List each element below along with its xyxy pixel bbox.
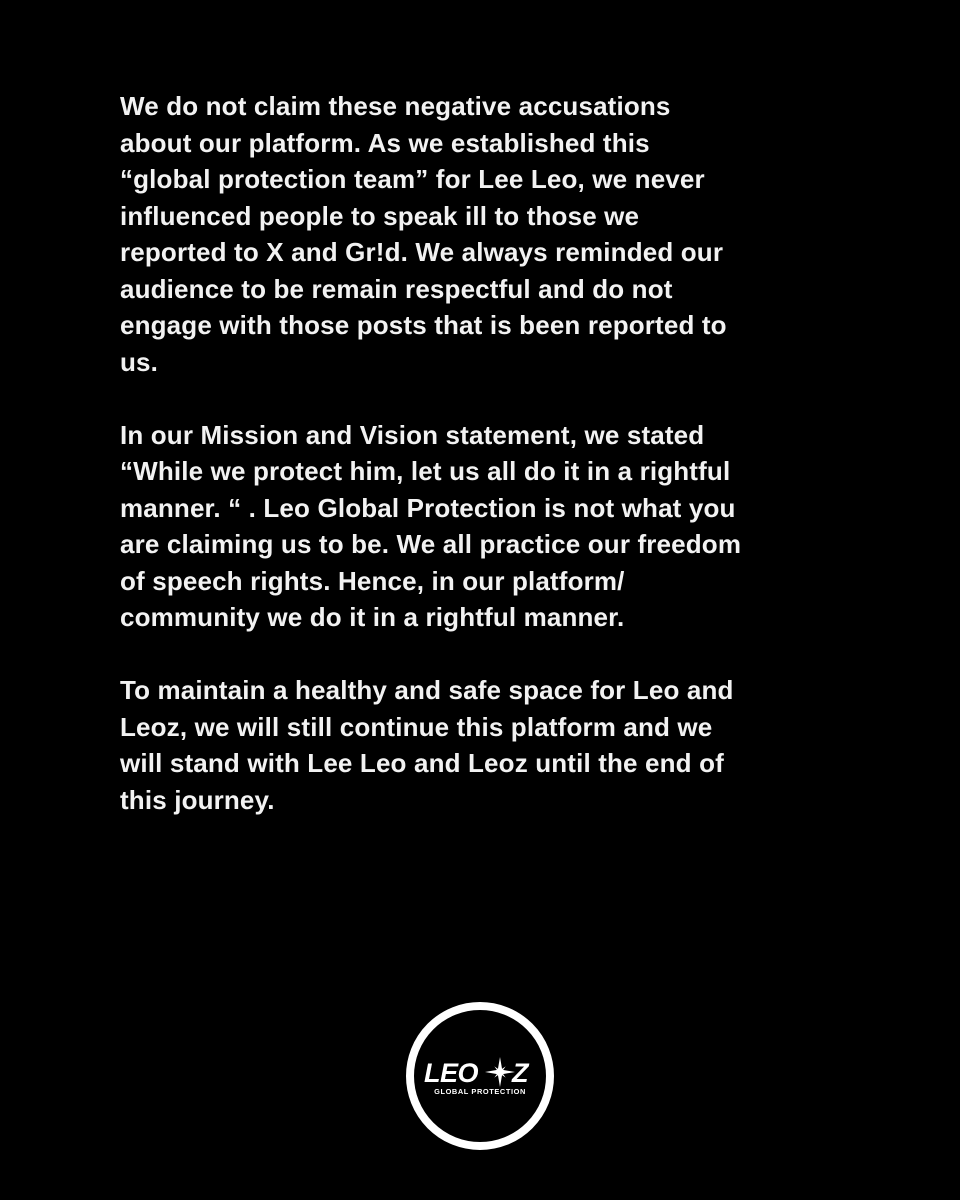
statement-line: “While we protect him, let us all do it in a rightful: [120, 456, 731, 486]
statement-line: this journey.: [120, 784, 275, 815]
statement-line: audience to be remain respectful and do not: [120, 273, 673, 304]
statement-line: of speech rights. Hence, in our platform/: [120, 565, 625, 596]
statement-line: about our platform. As we established this: [120, 127, 650, 158]
statement-paragraph-1: [120, 88, 840, 380]
statement-line: us.: [120, 346, 159, 377]
statement-line: manner. “ . Leo Global Protection is not what you: [120, 492, 736, 523]
statement-line: influenced people to speak ill to those we: [120, 200, 640, 231]
statement-line: are claiming us to be. We all practice our freedom: [120, 529, 742, 559]
logo-tagline: GLOBAL PROTECTION: [434, 1087, 526, 1096]
statement-line: community we do it in a rightful manner.: [120, 602, 625, 632]
statement-body: [120, 88, 840, 855]
logo-wordmark-left: LEO: [424, 1058, 479, 1088]
statement-line: To maintain a healthy and safe space for Leo and: [120, 675, 734, 705]
leoz-global-protection-logo: [405, 1001, 555, 1151]
statement-line: In our Mission and Vision statement, we stated: [120, 419, 705, 450]
statement-line: We do not claim these negative accusations: [120, 91, 671, 121]
statement-line: engage with those posts that is been reported to: [120, 310, 727, 340]
logo-wordmark-right: Z: [512, 1058, 529, 1088]
statement-paragraph-3: [120, 672, 840, 818]
statement-line: “global protection team” for Lee Leo, we never: [120, 164, 705, 194]
statement-line: Leoz, we will still continue this platform and we: [120, 711, 713, 742]
statement-line: will stand with Lee Leo and Leoz until the end of: [120, 748, 724, 778]
statement-line: reported to X and Gr!d. We always reminded our: [120, 237, 724, 267]
statement-paragraph-2: [120, 417, 840, 636]
